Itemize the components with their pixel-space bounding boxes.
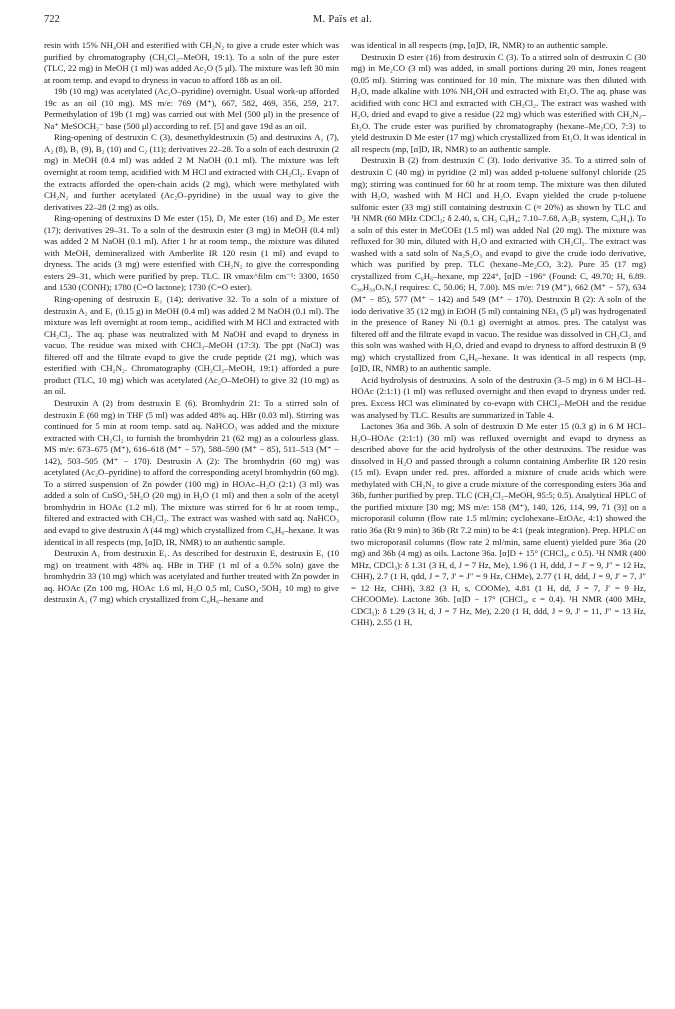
paragraph: Destruxin D ester (16) from destruxin C (3). To a stirred soln of destruxin C (30 mg) in Me₂CO (3 ml) was added, in small portions during 20 min, Jones reagent (0.05 ml). Stirring was continued for 10 min. The mixture was then diluted with H₂O, made alkaline with 10% NH₄OH and extracted with Et₂O. The aq. phase was acidified with conc HCl and extracted with CH₂Cl₂. The extract was washed with H₂O, dried and evapd to give a residue (22 mg) which was esterified with CH₂N₂–Et₂O. The crude ester was purified by chromatography (hexane–Me₂CO, 7:3) to yield destruxin D Me ester (17 mg) which crystallized from Et₂O. It was identical in all respects (mp, [α]D, IR, NMR) to an authentic sample. bbox=[351, 51, 646, 154]
paragraph: Destruxin A₁ from destruxin E₁. As described for destruxin E, destruxin E₁ (10 mg) on treatment with 48% aq. HBr in THF (1 ml of a 0.5% soln) gave the bromhydrin 33 (10 mg) which was acetylated and further treated with Zn powder in aq. HOAc (Zn 100 mg, HOAc 1.6 ml, H₂O 0.5 ml, CuSO₄·5OH₂ 10 mg) to give destruxin A₁ (7 mg) which crystallized from C₆H₆–hexane and bbox=[44, 548, 339, 605]
paragraph: was identical in all respects (mp, [α]D, IR, NMR) to an authentic sample. bbox=[351, 40, 608, 50]
left-text-column bbox=[44, 40, 339, 998]
paragraph: Lactones 36a and 36b. A soln of destruxin D Me ester 15 (0.3 g) in 6 M HCl–H₂O–HOAc (2:1:1) (30 ml) was refluxed overnight and evapd to dryness as described above for the acid hydrolysis of the other destruxins. The residue was dissolved in H₂O and passed through a column containing Amberlite IR 120 resin (15 ml). Evapn under red. pres. afforded a mixture of crude acids which were methylated with CH₂N₂ to give a crude mixture of the corresponding esters 36a and 36b, further purified by prep. TLC (CH₂Cl₂–MeOH, 95:5; 0.5). Analytical HPLC of the purified mixture [30 mg; MS m/e: 158 (M⁺), 140, 126, 114, 99, 71 (3)] on a microporasil column (flow rate 1.5 ml/min; cyclohexane–EtOAc, 4:1) showed the ratio 36a (Rt 9 min) to 36b (Rt 7.2 min) to be 4:1 (peak integration). Prep. HPLC on two microporasil columns (flow rate 2 ml/min, same eluent) yielded pure 36a (20 mg) and 36b (4 mg) as oils. Lactone 36a. [α]D + 15° (CHCl₃, c 0.5). ¹H NMR (400 MHz, CDCl₃): δ 1.31 (3 H, d, J = 7 Hz, Me), 1.96 (1 H, ddd, J = J′ = 9, J″ = 12 Hz, CHH), 2.7 (1 H, qdd, J = 7, J′ = J″ = 9 Hz, CHMe), 2.77 (1 H, ddd, J = 9, J′ = 7, J″ = 12 Hz, CHH), 3.82 (3 H, s, COOMe), 4.81 (1 H, dd, J = 7, J′ = 9 Hz, CHCOOMe). Lactone 36b. [α]D − 17° (CHCl₃, c = 0.4). ¹H NMR (400 MHz, CDCl₃): δ 1.29 (3 H, d, J = 7 Hz, Me), 2.20 (1 H, ddd, J = 9, J′ = 11, J″ = 13 Hz, CHH), 2.55 (1 H, bbox=[351, 421, 646, 628]
paragraph: 19b (10 mg) was acetylated (Ac₂O–pyridine) overnight. Usual work-up afforded 19c as an oil (10 mg). MS m/e: 769 (M⁺), 667, 582, 469, 356, 259, 217. Permethylation of 19b (1 mg) was carried out with MeI (500 μl) in the presence of Na⁺ MeSOCH₂⁻ base (500 μl) according to ref. [5] and gave 19d as an oil. bbox=[44, 86, 339, 131]
paragraph: Destruxin B (2) from destruxin C (3). Iodo derivative 35. To a stirred soln of destruxin C (40 mg) in pyridine (2 ml) was added p-toluene sulfonyl chloride (25 mg); stirring was continued for 60 hr at room temp. The mixture was then diluted with H₂O, washed with M HCl and H₂O. Evapn yielded the crude p-toluene sulfonic ester (33 mg) still containing destruxin C (≈ 20%) as shown by TLC and ¹H NMR (60 MHz CDCl₃; δ 2.40, s, CH₃ C₆H₄; 7.10–7.68, A₂B₂ system, C₆H₄). To a soln of this ester in MeCOEt (1.5 ml) was added NaI (20 mg). The mixture was refluxed for 30 min, diluted with H₂O and extracted with CH₂Cl₂. The extract was washed with a satd soln of Na₂S₂O₃ and evapd to give the crude iodo derivative, which was purified by prep. TLC (hexane–Me₂CO, 3:2). Pure 35 (17 mg) crystallized from C₆H₆–hexane, mp 224°, [α]D −196° (Found: C, 49.70; H, 6.89. C₃₀H₅₀O₇N₅I requires: C, 50.06; H, 7.00). MS m/e: 719 (M⁺), 662 (M⁺ − 57), 634 (M⁺ − 85), 577 (M⁺ − 142) and 549 (M⁺ − 170). Destruxin B (2): A soln of the iodo derivative 35 (12 mg) in EtOH (5 ml) containing NEt₃ (5 μl) was hydrogenated in the presence of Raney Ni (0.1 g) overnight at atmos. pres. The catalyst was filtered off and the filtrate evapd in vacuo. The residue was dissolved in CH₂Cl₂ and this soln was washed with H₂O, dried and evapd to dryness to afford destruxin B (9 mg) which crystallized from C₆H₆–hexane. It was identical in all respects (mp, [α]D, IR, NMR) to an authentic sample. bbox=[351, 155, 646, 374]
paragraph: Ring-opening of destruxin E₁ (14); derivative 32. To a soln of a mixture of destruxin A₂ and E₁ (0.15 g) in MeOH (0.4 ml) was added 2 M NaOH (0.1 ml). The mixture was left overnight at room temp., acidified with M HCl and extracted with CH₂Cl₂. The aq. phase was neutralized with M NaOH and evapd to dryness in vacuo. The residue was mixed with CHCl₃–MeOH (17:3). The ppt (NaCl) was filtered off and the filtrate evapd to give the crude peptide (21 mg), which was esterified with CH₂N₂. Chromatography (CH₂Cl₂–MeOH, 19:1) afforded a pure product (TLC, 10 mg) which was acetylated (Ac₂O–MeOH) to give 32 (10 mg) as an oil. bbox=[44, 294, 339, 397]
paragraph: Destruxin A (2) from destruxin E (6). Bromhydrin 21: To a stirred soln of destruxin E (60 mg) in THF (5 ml) was added 48% aq. HBr (0.03 ml). Stirring was continued for 5 min at room temp. satd aq. NaHCO₃ was added and the mixture extracted with CH₂Cl₂ to furnish the bromhydrin 21 (62 mg) as a colourless glass. MS m/e: 673–675 (M⁺), 616–618 (M⁺ − 57), 588–590 (M⁺ − 85), 511–513 (M⁺ − 142), 503–505 (M⁺ − 170). Destruxin A (2): The bromhydrin (60 mg) was acetylated (Ac₂O–pyridine) to afford the corresponding acetyl bromhydrin (60 mg). To a stirred suspension of Zn powder (100 mg) in HOAc–H₂O (2:1) (3 ml) was added a soln of CuSO₄·5H₂O (20 mg) in H₂O (1 ml) and then a soln of the acetyl bromhydrin in HOAc (1.2 ml). The mixture was stirred for 6 hr at room temp., filtered and extracted with CH₂Cl₂. The extract was washed with satd aq. NaHCO₃ and evapd to give destruxin A (44 mg) which crystallized from C₆H₆–hexane. It was identical in all respects (mp, [α]D, IR, NMR) to an authentic sample. bbox=[44, 397, 339, 547]
paragraph: Acid hydrolysis of destruxins. A soln of the destruxin (3–5 mg) in 6 M HCl–H–HOAc (2:1:1) (1 ml) was refluxed overnight and then evapd to dryness under red. pres. Excess HCl was eliminated by co-evapn with CHCl₃–MeOH and the residue was analysed by TLC. Results are summarized in Table 4. bbox=[351, 374, 646, 420]
paragraph: Ring-opening of destruxins D Me ester (15), D₁ Me ester (16) and D₂ Me ester (17); derivatives 29–31. To a soln of the destruxin ester (3 mg) in MeOH (0.4 ml) was added 2 M NaOH (0.1 ml). After 1 hr at room temp., the mixture was diluted with MeOH, demineralized with Amberlite IR 120 resin (1 ml) and evapd to dryness. The acids (3 mg) were esterified with CH₂N₂ to give the corresponding esters 29–31, which were purified by prep. TLC. IR νmax^film cm⁻¹: 3300, 1650 and 1530 (CONH); 1780 (C=O lactone); 1730 (C=O ester). bbox=[44, 213, 339, 293]
paragraph: Ring-opening of destruxin C (3), desmethyldestruxin (5) and destruxins A₁ (7), A₂ (8), B₁ (9), B₂ (10) and C₂ (11); derivatives 22–28. To a soln of each destruxin (2 mg) in MeOH (0.4 ml) was added 2 M NaOH (0.1 ml). The mixture was left overnight at room temp, acidified with M HCl and extracted with CH₂Cl₂. Evapn of the extracts afforded the open-chain acids (2 mg), which were methylated with CH₂N₂ and further acetylated (Ac₂O–pyridine) in the usual way to give the derivatives 22–28 (2 mg) as oils. bbox=[44, 132, 339, 212]
running-authors: M. Païs et al. bbox=[312, 14, 373, 25]
paragraph: resin with 15% NH₄OH and esterified with CH₂N₂ to give a crude ester which was purified by chromatography (CH₂Cl₂–MeOH, 19:1). To a soln of the pure ester (TLC, 22 mg) in MeOH (1 ml) was added Ac₂O (5 μl). The mixture was left 30 min at room temp. and evapd to dryness in vacuo to afford 18b as an oil. bbox=[44, 40, 339, 85]
running-header bbox=[44, 14, 641, 28]
right-text-column bbox=[351, 40, 646, 998]
page-number: 722 bbox=[44, 14, 60, 25]
